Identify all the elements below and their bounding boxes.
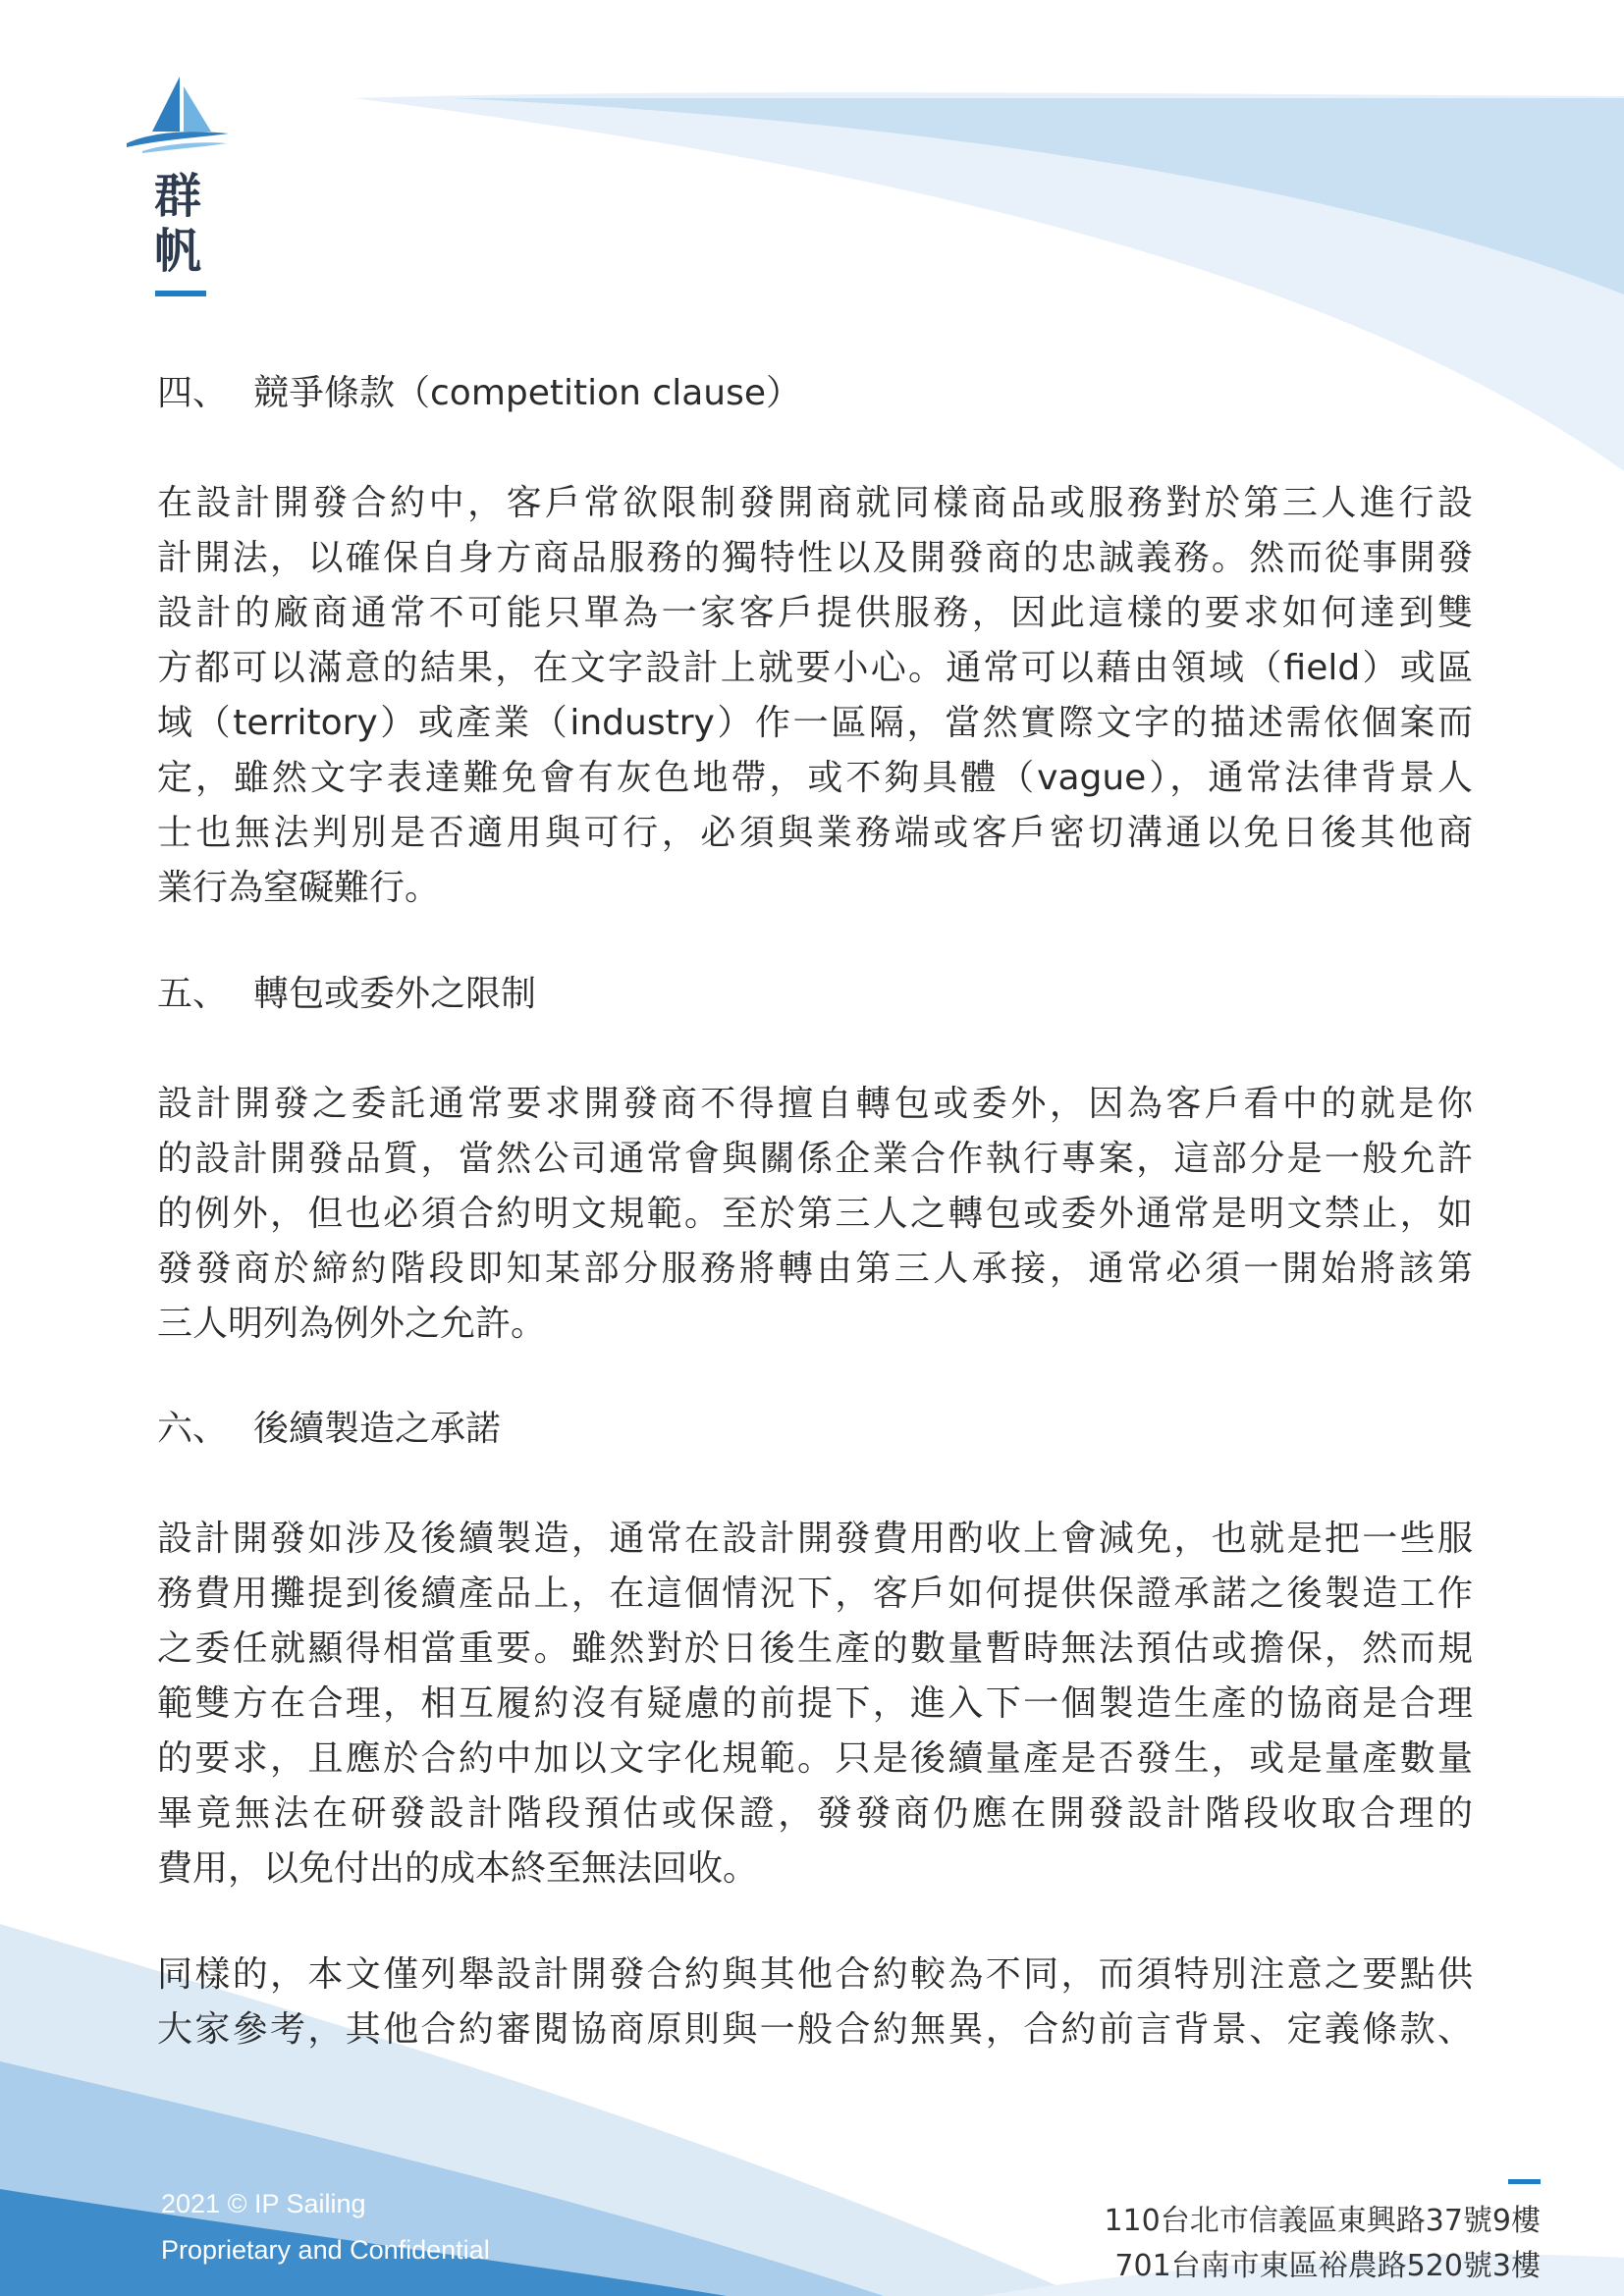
address-tainan: 701台南市東區裕農路520號3樓 <box>1114 2249 1541 2283</box>
section-number: 四、 <box>157 373 229 413</box>
paragraph-line: 方都可以滿意的結果，在文字設計上就要小心。通常可以藉由領域（field）或區 <box>157 648 1473 688</box>
paragraph-line: 設計開發如涉及後續製造，通常在設計開發費用酌收上會減免，也就是把一些服 <box>157 1519 1473 1559</box>
section-heading <box>157 973 536 1016</box>
paragraph-line: 士也無法判別是否適用與可行，必須與業務端或客戶密切溝通以免日後其他商 <box>157 813 1473 853</box>
confidential-text: Proprietary and Confidential <box>161 2235 490 2265</box>
section-title: 轉包或委外之限制 <box>253 974 537 1014</box>
paragraph-line: 之委任就顯得相當重要。雖然對於日後生產的數量暫時無法預估或擔保，然而規 <box>157 1629 1473 1669</box>
paragraph-line: 業行為窒礙難行。 <box>157 868 441 908</box>
paragraph-line: 範雙方在合理，相互履約沒有疑慮的前提下，進入下一個製造生產的協商是合理 <box>157 1683 1473 1724</box>
logo-name <box>154 169 201 279</box>
paragraph-line: 的設計開發品質，當然公司通常會與關係企業合作執行專案，這部分是一般允許 <box>157 1139 1473 1179</box>
logo-name-line2: 帆 <box>154 224 202 279</box>
paragraph-line: 務費用攤提到後續產品上，在這個情況下，客戶如何提供保證承諾之後製造工作 <box>157 1574 1473 1614</box>
section-heading <box>157 1408 501 1451</box>
footer-accent-dash <box>1508 2179 1541 2184</box>
closing-paragraph <box>157 1948 1473 2057</box>
footer-copyright <box>161 2181 490 2273</box>
section-number: 六、 <box>157 1409 229 1449</box>
address-taipei: 110台北市信義區東興路37號9樓 <box>1104 2204 1541 2238</box>
copyright-text: 2021 © IP Sailing <box>161 2189 366 2218</box>
paragraph-line: 計開法，以確保自身方商品服務的獨特性以及開發商的忠誠義務。然而從事開發 <box>157 538 1473 578</box>
logo-name-line1: 群 <box>154 169 202 224</box>
paragraph-line: 設計開發之委託通常要求開發商不得擅自轉包或委外，因為客戶看中的就是你 <box>157 1084 1473 1124</box>
paragraph-line: 畢竟無法在研發設計階段預估或保證，發發商仍應在開發設計階段收取合理的 <box>157 1793 1473 1834</box>
paragraph-line: 設計的廠商通常不可能只單為一家客戶提供服務，因此這樣的要求如何達到雙 <box>157 593 1473 633</box>
paragraph-line: 同樣的，本文僅列舉設計開發合約與其他合約較為不同，而須特別注意之要點供 <box>157 1954 1473 1995</box>
paragraph-line: 域（territory）或產業（industry）作一區隔，當然實際文字的描述需依個案而 <box>157 703 1473 743</box>
paragraph-line: 的例外，但也必須合約明文規範。至於第三人之轉包或委外通常是明文禁止，如 <box>157 1194 1473 1234</box>
paragraph-line: 三人明列為例外之允許。 <box>157 1304 547 1344</box>
logo-underline <box>155 291 206 296</box>
paragraph-line: 在設計開發合約中，客戶常欲限制發開商就同樣商品或服務對於第三人進行設 <box>157 483 1473 523</box>
section-title: 競爭條款（competition clause） <box>253 373 801 413</box>
section-number: 五、 <box>157 974 229 1014</box>
footer-addresses <box>1104 2199 1541 2289</box>
company-logo <box>123 75 231 155</box>
section-heading <box>157 372 801 415</box>
paragraph-line: 大家參考，其他合約審閱協商原則與一般合約無異，合約前言背景、定義條款、 <box>157 2009 1473 2050</box>
section-paragraph <box>157 1512 1473 1896</box>
paragraph-line: 的要求，且應於合約中加以文字化規範。只是後續量產是否發生，或是量產數量 <box>157 1738 1473 1779</box>
paragraph-line: 定，雖然文字表達難免會有灰色地帶，或不夠具體（vague），通常法律背景人 <box>157 758 1473 798</box>
paragraph-line: 發發商於締約階段即知某部分服務將轉由第三人承接，通常必須一開始將該第 <box>157 1249 1473 1289</box>
section-paragraph <box>157 476 1473 916</box>
paragraph-line: 費用，以免付出的成本終至無法回收。 <box>157 1848 759 1889</box>
sailboat-icon <box>123 75 231 155</box>
section-title: 後續製造之承諾 <box>253 1409 502 1449</box>
section-paragraph <box>157 1077 1473 1352</box>
